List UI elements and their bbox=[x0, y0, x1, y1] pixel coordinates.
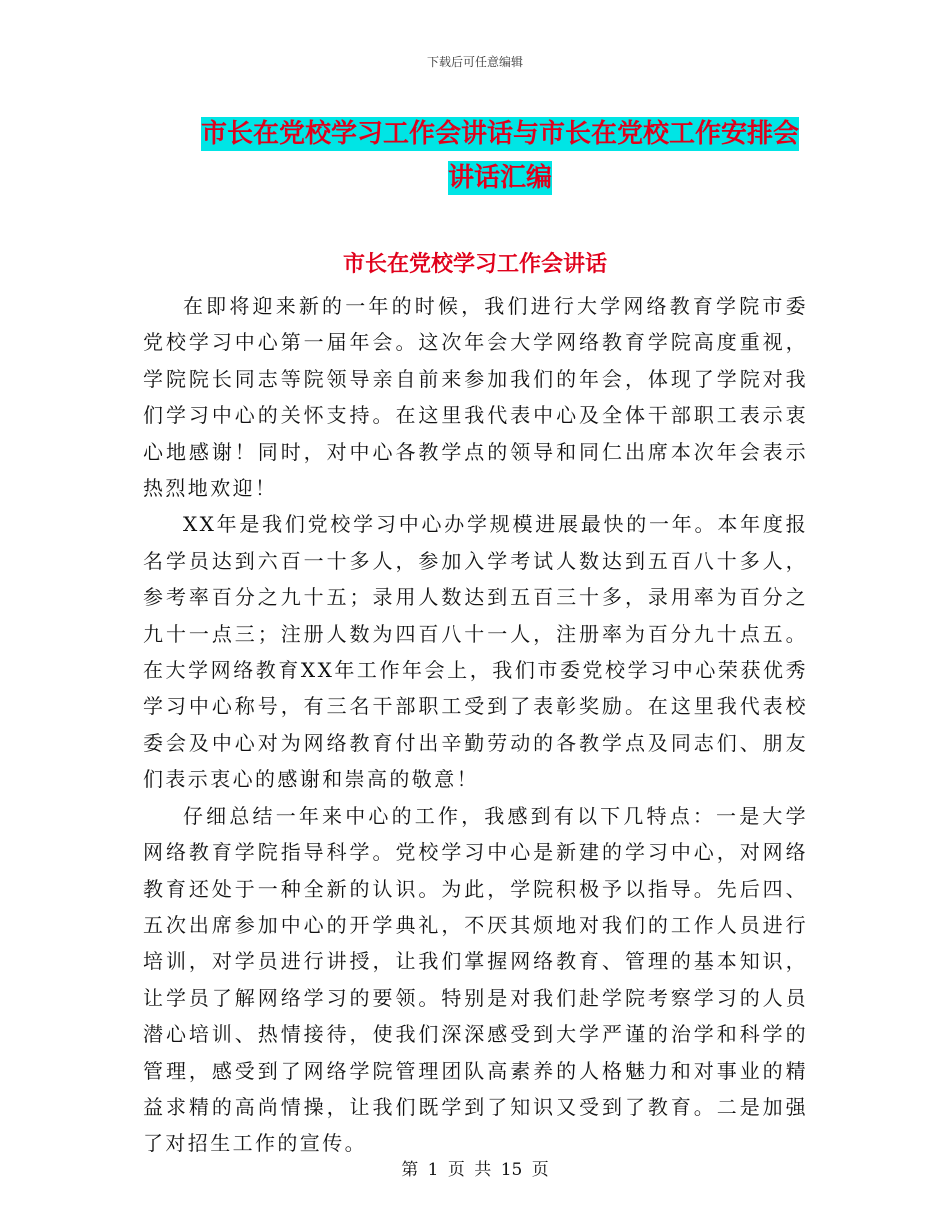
document-title-line-2: 讲话汇编 bbox=[447, 163, 552, 193]
document-title-line-1: 市长在党校学习工作会讲话与市长在党校工作安排会 bbox=[200, 119, 799, 149]
body-text bbox=[143, 288, 808, 1162]
page-header: 下载后可任意编辑 bbox=[426, 55, 523, 69]
section-title: 市长在党校学习工作会讲话 bbox=[342, 252, 607, 277]
page-footer: 第 1 页 共 15 页 bbox=[401, 1160, 549, 1180]
document-title bbox=[140, 112, 860, 200]
paragraph: 仔细总结一年来中心的工作，我感到有以下几特点：一是大学网络教育学院指导科学。党校学习中心是新建的学习中心，对网络教育还处于一种全新的认识。为此，学院积极予以指导。先后四、五次出席参加中心的开学典礼，不厌其烦地对我们的工作人员进行培训，对学员进行讲授，让我们掌握网络教育、管理的基本知识，让学员了解网络学习的要领。特别是对我们赴学院考察学习的人员潜心培训、热情接待，使我们深深感受到大学严谨的治学和科学的管理，感受到了网络学院管理团队高素养的人格魅力和对事业的精益求精的高尚情操，让我们既学到了知识又受到了教育。二是加强了对招生工作的宣传。 bbox=[143, 803, 808, 1156]
paragraph: 在即将迎来新的一年的时候，我们进行大学网络教育学院市委党校学习中心第一届年会。这次年会大学网络教育学院高度重视，学院院长同志等院领导亲自前来参加我们的年会，体现了学院对我们学习中心的关怀支持。在这里我代表中心及全体干部职工表示衷心地感谢！同时，对中心各教学点的领导和同仁出席本次年会表示热烈地欢迎！ bbox=[143, 294, 808, 501]
paragraph: XX年是我们党校学习中心办学规模进展最快的一年。本年度报名学员达到六百一十多人，参加入学考试人数达到五百八十多人，参考率百分之九十五；录用人数达到五百三十多，录用率为百分之九十一点三；注册人数为四百八十一人，注册率为百分九十点五。在大学网络教育XX年工作年会上，我们市委党校学习中心荣获优秀学习中心称号，有三名干部职工受到了表彰奖励。在这里我代表校委会及中心对为网络教育付出辛勤劳动的各教学点及同志们、朋友们表示衷心的感谢和崇高的敬意！ bbox=[143, 512, 808, 792]
